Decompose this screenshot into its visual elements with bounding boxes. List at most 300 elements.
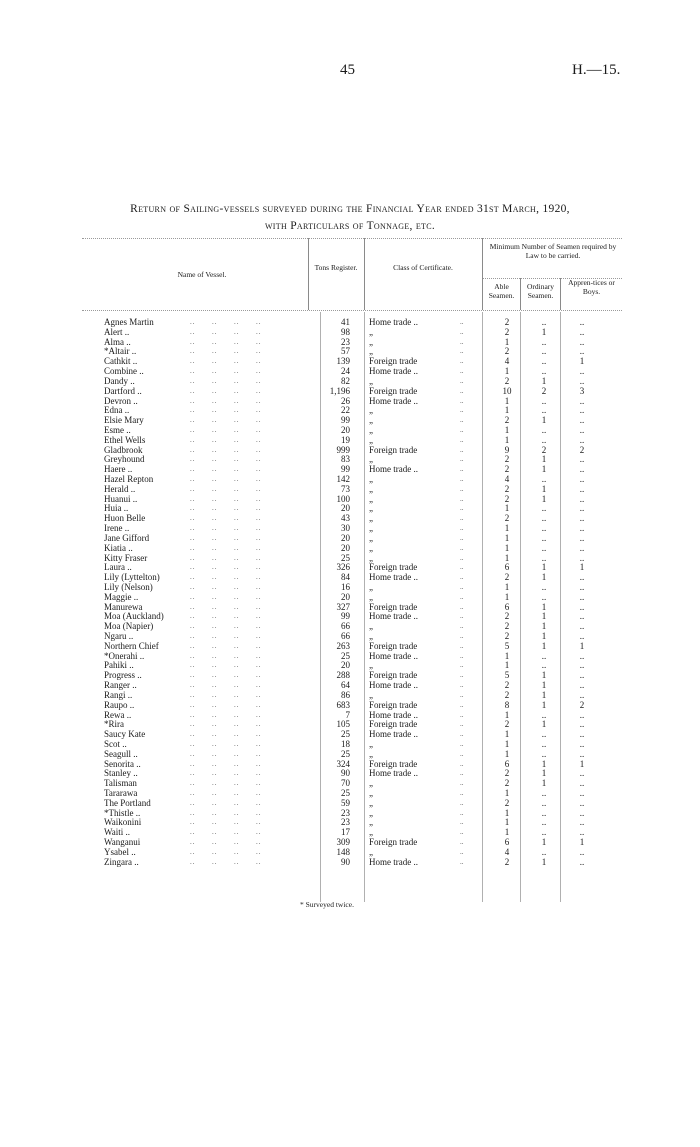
- apprentices: ..: [579, 788, 585, 798]
- table-row: [82, 406, 622, 416]
- apprentices: ..: [579, 650, 585, 661]
- certificate-class: Foreign trade: [369, 385, 418, 396]
- certificate-class: „: [369, 415, 373, 426]
- tons-register: 59: [341, 797, 350, 808]
- table-top-rule: [82, 238, 622, 239]
- leader-dots: ..: [460, 602, 464, 611]
- tons-register: 148: [336, 846, 350, 857]
- table-row: [82, 799, 622, 809]
- certificate-class: „: [369, 434, 373, 445]
- leader-dots: ..: [460, 357, 464, 366]
- leader-dots: .. .. .. ..: [190, 612, 262, 621]
- vessel-name: Gladbrook: [104, 444, 143, 455]
- vessel-name: Rangi ..: [104, 689, 133, 700]
- tons-register: 683: [336, 699, 350, 710]
- ordinary-seamen: ..: [541, 474, 547, 484]
- vessel-name: Combine ..: [104, 366, 144, 377]
- header-able: Able Seamen.: [488, 282, 515, 300]
- tons-register: 99: [341, 611, 350, 622]
- ordinary-seamen: ..: [541, 738, 547, 749]
- leader-dots: .. .. .. ..: [190, 484, 262, 493]
- able-seamen: 1: [504, 827, 510, 838]
- able-seamen: 2: [504, 611, 510, 622]
- vessel-name: The Portland: [104, 797, 151, 808]
- table-row: [82, 848, 622, 858]
- certificate-class: Home trade ..: [369, 709, 418, 720]
- leader-dots: ..: [460, 376, 464, 385]
- able-seamen: 6: [504, 837, 510, 848]
- able-seamen: 1: [504, 591, 510, 602]
- leader-dots: ..: [460, 416, 464, 425]
- leader-dots: ..: [460, 779, 464, 788]
- leader-dots: .. .. .. ..: [190, 533, 262, 542]
- ordinary-seamen: ..: [541, 346, 547, 357]
- ordinary-seamen: ..: [541, 424, 547, 435]
- table-row: [82, 328, 622, 338]
- apprentices: ..: [579, 405, 585, 416]
- ordinary-seamen: 1: [541, 758, 547, 769]
- leader-dots: ..: [460, 857, 464, 866]
- able-seamen: 2: [504, 856, 510, 867]
- certificate-class: Home trade ..: [369, 464, 418, 475]
- tons-register: 142: [336, 474, 350, 484]
- table-row: [82, 573, 622, 583]
- tons-register: 19: [341, 434, 350, 445]
- tons-register: 23: [341, 807, 350, 818]
- apprentices: 1: [579, 356, 585, 367]
- apprentices: ..: [579, 856, 585, 867]
- leader-dots: ..: [460, 553, 464, 562]
- leader-dots: .. .. .. ..: [190, 720, 262, 729]
- leader-dots: .. .. .. ..: [190, 455, 262, 464]
- ordinary-seamen: 1: [541, 326, 547, 337]
- tons-register: 1,196: [329, 385, 350, 396]
- certificate-class: „: [369, 405, 373, 416]
- apprentices: ..: [579, 591, 585, 602]
- certificate-class: „: [369, 513, 373, 524]
- vessels-table: [82, 238, 622, 906]
- able-seamen: 2: [504, 375, 510, 386]
- tons-register: 20: [341, 503, 350, 514]
- apprentices: ..: [579, 768, 585, 779]
- leader-dots: .. .. .. ..: [190, 524, 262, 533]
- able-seamen: 1: [504, 336, 510, 347]
- certificate-class: „: [369, 326, 373, 337]
- vessel-name: Stanley ..: [104, 768, 138, 779]
- leader-dots: ..: [460, 798, 464, 807]
- table-row: [82, 750, 622, 760]
- apprentices: ..: [579, 346, 585, 357]
- leader-dots: ..: [460, 396, 464, 405]
- vessel-name: Alert ..: [104, 326, 130, 337]
- apprentices: ..: [579, 581, 585, 592]
- table-row: [82, 760, 622, 770]
- apprentices: ..: [579, 395, 585, 406]
- vessel-name: Pahiki ..: [104, 660, 134, 671]
- leader-dots: .. .. .. ..: [190, 425, 262, 434]
- able-seamen: 2: [504, 464, 510, 475]
- leader-dots: .. .. .. ..: [190, 602, 262, 611]
- certificate-class: Foreign trade: [369, 758, 418, 769]
- vessel-name: Edna ..: [104, 405, 130, 416]
- ordinary-seamen: ..: [541, 581, 547, 592]
- vessel-name: Kiatia ..: [104, 542, 133, 553]
- apprentices: ..: [579, 375, 585, 386]
- apprentices: ..: [579, 317, 585, 327]
- header-bottom-rule: [82, 310, 622, 311]
- leader-dots: ..: [460, 484, 464, 493]
- certificate-class: Home trade ..: [369, 729, 418, 740]
- apprentices: ..: [579, 601, 585, 612]
- certificate-class: „: [369, 336, 373, 347]
- leader-dots: ..: [460, 367, 464, 376]
- ordinary-seamen: ..: [541, 356, 547, 367]
- tons-register: 83: [341, 454, 350, 465]
- ordinary-seamen: 2: [541, 444, 547, 455]
- vessel-name: Scot ..: [104, 738, 127, 749]
- vessel-name: Moa (Napier): [104, 621, 154, 632]
- able-seamen: 1: [504, 738, 510, 749]
- leader-dots: .. .. .. ..: [190, 494, 262, 503]
- tons-register: 20: [341, 660, 350, 671]
- apprentices: ..: [579, 336, 585, 347]
- tons-register: 99: [341, 464, 350, 475]
- tons-register: 86: [341, 689, 350, 700]
- able-seamen: 1: [504, 650, 510, 661]
- tons-register: 7: [345, 709, 350, 720]
- vessel-name: Herald ..: [104, 483, 136, 494]
- table-row: [82, 534, 622, 544]
- table-row: [82, 554, 622, 564]
- certificate-class: „: [369, 523, 373, 534]
- leader-dots: .. .. .. ..: [190, 445, 262, 454]
- ordinary-seamen: ..: [541, 650, 547, 661]
- able-seamen: 9: [504, 444, 510, 455]
- tons-register: 17: [341, 827, 350, 838]
- certificate-class: „: [369, 778, 373, 789]
- apprentices: ..: [579, 660, 585, 671]
- leader-dots: ..: [460, 847, 464, 856]
- apprentices: ..: [579, 680, 585, 691]
- column-divider: [364, 238, 365, 310]
- table-row: [82, 455, 622, 465]
- table-row: [82, 779, 622, 789]
- able-seamen: 1: [504, 660, 510, 671]
- leader-dots: ..: [460, 818, 464, 827]
- tons-register: 22: [341, 405, 350, 416]
- leader-dots: .. .. .. ..: [190, 710, 262, 719]
- leader-dots: ..: [460, 739, 464, 748]
- leader-dots: .. .. .. ..: [190, 808, 262, 817]
- able-seamen: 4: [504, 474, 510, 484]
- ordinary-seamen: 1: [541, 670, 547, 681]
- apprentices: ..: [579, 748, 585, 759]
- vessel-name: Manurewa: [104, 601, 143, 612]
- vessel-name: Greyhound: [104, 454, 145, 465]
- leader-dots: ..: [460, 749, 464, 758]
- certificate-class: „: [369, 493, 373, 504]
- tons-register: 26: [341, 395, 350, 406]
- leader-dots: .. .. .. ..: [190, 818, 262, 827]
- vessel-name: Huon Belle: [104, 513, 146, 524]
- leader-dots: ..: [460, 710, 464, 719]
- apprentices: ..: [579, 817, 585, 828]
- ordinary-seamen: 1: [541, 483, 547, 494]
- able-seamen: 1: [504, 366, 510, 377]
- able-seamen: 1: [504, 807, 510, 818]
- vessel-name: Kitty Fraser: [104, 552, 148, 563]
- able-seamen: 10: [502, 385, 512, 396]
- tons-register: 64: [341, 680, 350, 691]
- tons-register: 23: [341, 817, 350, 828]
- table-row: [82, 357, 622, 367]
- document-reference: H.—15.: [572, 62, 621, 78]
- certificate-class: „: [369, 454, 373, 465]
- apprentices: ..: [579, 474, 585, 484]
- table-row: [82, 789, 622, 799]
- table-row: [82, 563, 622, 573]
- leader-dots: ..: [460, 730, 464, 739]
- apprentices: ..: [579, 503, 585, 514]
- vessel-name: Devron ..: [104, 395, 138, 406]
- apprentices: ..: [579, 513, 585, 524]
- leader-dots: ..: [460, 671, 464, 680]
- ordinary-seamen: ..: [541, 807, 547, 818]
- leader-dots: .. .. .. ..: [190, 798, 262, 807]
- tons-register: 30: [341, 523, 350, 534]
- apprentices: ..: [579, 552, 585, 563]
- certificate-class: „: [369, 375, 373, 386]
- tons-register: 100: [336, 493, 350, 504]
- tons-register: 98: [341, 326, 350, 337]
- apprentices: ..: [579, 326, 585, 337]
- tons-register: 288: [336, 670, 350, 681]
- vessel-name: Maggie ..: [104, 591, 139, 602]
- tons-register: 66: [341, 621, 350, 632]
- certificate-class: „: [369, 424, 373, 435]
- leader-dots: .. .. .. ..: [190, 749, 262, 758]
- table-row: [82, 769, 622, 779]
- leader-dots: .. .. .. ..: [190, 406, 262, 415]
- apprentices: 1: [579, 640, 585, 651]
- leader-dots: .. .. .. ..: [190, 739, 262, 748]
- leader-dots: .. .. .. ..: [190, 759, 262, 768]
- leader-dots: ..: [460, 406, 464, 415]
- table-row: [82, 377, 622, 387]
- leader-dots: .. .. .. ..: [190, 376, 262, 385]
- able-seamen: 2: [504, 631, 510, 641]
- tons-register: 139: [336, 356, 350, 367]
- tons-register: 25: [341, 650, 350, 661]
- leader-dots: ..: [460, 838, 464, 847]
- able-seamen: 6: [504, 758, 510, 769]
- leader-dots: .. .. .. ..: [190, 592, 262, 601]
- certificate-class: „: [369, 827, 373, 838]
- ordinary-seamen: 1: [541, 415, 547, 426]
- leader-dots: ..: [460, 504, 464, 513]
- ordinary-seamen: ..: [541, 817, 547, 828]
- vessel-name: Waikonini: [104, 817, 142, 828]
- leader-dots: ..: [460, 759, 464, 768]
- apprentices: ..: [579, 729, 585, 740]
- table-row: [82, 583, 622, 593]
- ordinary-seamen: ..: [541, 552, 547, 563]
- apprentices: ..: [579, 611, 585, 622]
- tons-register: 326: [336, 562, 350, 573]
- vessel-name: Dandy ..: [104, 375, 135, 386]
- leader-dots: .. .. .. ..: [190, 357, 262, 366]
- certificate-class: „: [369, 542, 373, 553]
- ordinary-seamen: ..: [541, 542, 547, 553]
- able-seamen: 1: [504, 523, 510, 534]
- certificate-class: „: [369, 788, 373, 798]
- certificate-class: Foreign trade: [369, 356, 418, 367]
- vessel-name: Zingara ..: [104, 856, 139, 867]
- table-row: [82, 671, 622, 681]
- apprentices: 1: [579, 837, 585, 848]
- leader-dots: ..: [460, 651, 464, 660]
- table-row: [82, 701, 622, 711]
- apprentices: ..: [579, 542, 585, 553]
- leader-dots: .. .. .. ..: [190, 681, 262, 690]
- ordinary-seamen: 1: [541, 680, 547, 691]
- tons-register: 99: [341, 415, 350, 426]
- leader-dots: ..: [460, 789, 464, 797]
- ordinary-seamen: 1: [541, 689, 547, 700]
- ordinary-seamen: ..: [541, 660, 547, 671]
- vessel-name: Progress ..: [104, 670, 142, 681]
- ordinary-seamen: 1: [541, 493, 547, 504]
- ordinary-seamen: 1: [541, 611, 547, 622]
- table-row: [82, 612, 622, 622]
- leader-dots: ..: [460, 425, 464, 434]
- ordinary-seamen: ..: [541, 513, 547, 524]
- certificate-class: „: [369, 552, 373, 563]
- ordinary-seamen: 1: [541, 768, 547, 779]
- ordinary-seamen: 1: [541, 464, 547, 475]
- apprentices: 2: [579, 444, 585, 455]
- table-row: [82, 446, 622, 456]
- leader-dots: ..: [460, 543, 464, 552]
- table-row: [82, 367, 622, 377]
- table-row: [82, 524, 622, 534]
- vessel-name: Moa (Auckland): [104, 611, 164, 622]
- leader-dots: .. .. .. ..: [190, 435, 262, 444]
- tons-register: 20: [341, 542, 350, 553]
- leader-dots: ..: [460, 533, 464, 542]
- certificate-class: Foreign trade: [369, 719, 418, 730]
- able-seamen: 8: [504, 699, 510, 710]
- leader-dots: ..: [460, 592, 464, 601]
- vessel-name: Lily (Lyttelton): [104, 572, 160, 583]
- apprentices: ..: [579, 424, 585, 435]
- leader-dots: .. .. .. ..: [190, 367, 262, 376]
- leader-dots: .. .. .. ..: [190, 347, 262, 356]
- ordinary-seamen: ..: [541, 523, 547, 534]
- certificate-class: Foreign trade: [369, 640, 418, 651]
- table-row: [82, 622, 622, 632]
- able-seamen: 2: [504, 719, 510, 730]
- tons-register: 25: [341, 788, 350, 798]
- vessel-name: Ysabel ..: [104, 846, 136, 857]
- vessel-name: Seagull ..: [104, 748, 138, 759]
- leader-dots: .. .. .. ..: [190, 690, 262, 699]
- table-row: [82, 858, 622, 868]
- certificate-class: Home trade ..: [369, 366, 418, 377]
- certificate-class: Home trade ..: [369, 650, 418, 661]
- tons-register: 66: [341, 631, 350, 641]
- able-seamen: 2: [504, 621, 510, 632]
- able-seamen: 2: [504, 346, 510, 357]
- table-row: [82, 485, 622, 495]
- table-row: [82, 318, 622, 328]
- ordinary-seamen: ..: [541, 591, 547, 602]
- leader-dots: .. .. .. ..: [190, 504, 262, 513]
- apprentices: ..: [579, 827, 585, 838]
- apprentices: ..: [579, 572, 585, 583]
- leader-dots: .. .. .. ..: [190, 622, 262, 631]
- leader-dots: .. .. .. ..: [190, 632, 262, 640]
- leader-dots: ..: [460, 337, 464, 346]
- leader-dots: .. .. .. ..: [190, 789, 262, 797]
- tons-register: 18: [341, 738, 350, 749]
- leader-dots: .. .. .. ..: [190, 847, 262, 856]
- ordinary-seamen: 1: [541, 856, 547, 867]
- certificate-class: Home trade ..: [369, 768, 418, 779]
- vessel-name: Saucy Kate: [104, 729, 146, 740]
- vessel-name: Rewa ..: [104, 709, 132, 720]
- leader-dots: ..: [460, 327, 464, 336]
- certificate-class: „: [369, 797, 373, 808]
- ordinary-seamen: ..: [541, 748, 547, 759]
- able-seamen: 1: [504, 788, 510, 798]
- table-row: [82, 436, 622, 446]
- leader-dots: ..: [460, 475, 464, 483]
- vessel-name: Lily (Nelson): [104, 581, 153, 592]
- certificate-class: „: [369, 660, 373, 671]
- able-seamen: 1: [504, 532, 510, 543]
- leader-dots: ..: [460, 612, 464, 621]
- table-row: [82, 475, 622, 485]
- header-class: Class of Certificate.: [393, 263, 453, 272]
- ordinary-seamen: ..: [541, 405, 547, 416]
- able-seamen: 2: [504, 454, 510, 465]
- apprentices: ..: [579, 366, 585, 377]
- tons-register: 24: [341, 366, 350, 377]
- ordinary-seamen: 1: [541, 601, 547, 612]
- tons-register: 263: [336, 640, 350, 651]
- able-seamen: 2: [504, 689, 510, 700]
- table-row: [82, 387, 622, 397]
- apprentices: ..: [579, 493, 585, 504]
- table-body: [82, 318, 622, 868]
- footnote: * Surveyed twice.: [300, 900, 354, 909]
- leader-dots: .. .. .. ..: [190, 553, 262, 562]
- ordinary-seamen: ..: [541, 434, 547, 445]
- ordinary-seamen: 1: [541, 640, 547, 651]
- ordinary-seamen: ..: [541, 395, 547, 406]
- ordinary-seamen: ..: [541, 336, 547, 347]
- able-seamen: 1: [504, 552, 510, 563]
- certificate-class: Foreign trade: [369, 562, 418, 573]
- leader-dots: ..: [460, 700, 464, 709]
- apprentices: ..: [579, 532, 585, 543]
- leader-dots: .. .. .. ..: [190, 779, 262, 788]
- leader-dots: .. .. .. ..: [190, 416, 262, 425]
- certificate-class: Foreign trade: [369, 444, 418, 455]
- table-row: [82, 818, 622, 828]
- apprentices: ..: [579, 689, 585, 700]
